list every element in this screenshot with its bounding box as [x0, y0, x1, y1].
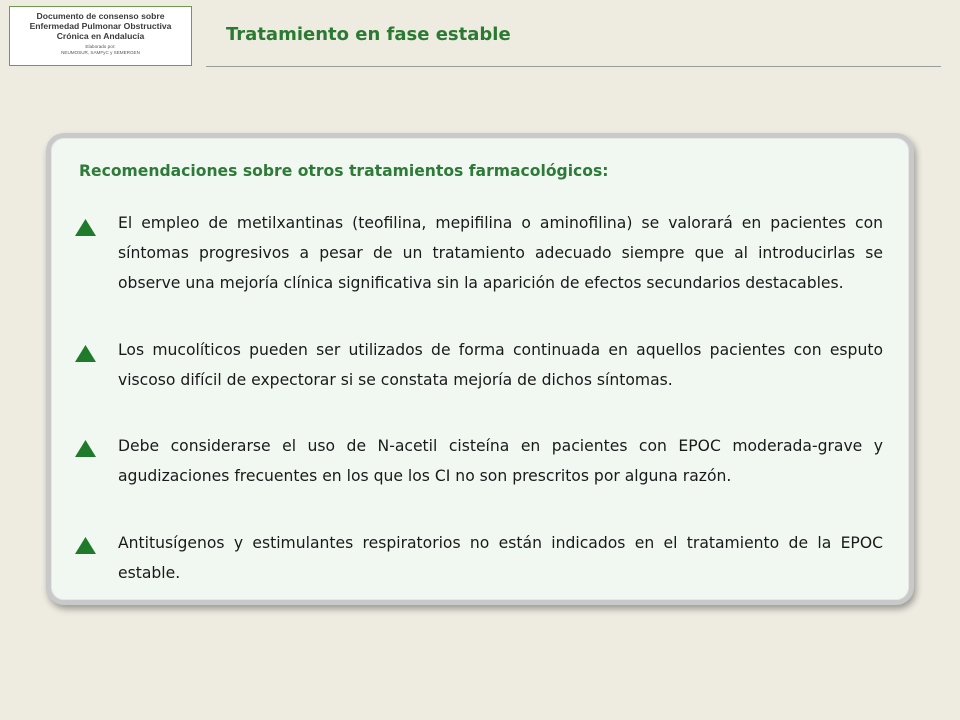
recommendation-item-n-acetylcysteine: Debe considerarse el uso de N-acetil cisteína en pacientes con EPOC moderada-grave y agudizaciones frecuentes en los que los CI no son prescritos por alguna razón. [118, 437, 883, 485]
page-title: Tratamiento en fase estable [226, 24, 511, 45]
consensus-document-logo [9, 6, 192, 66]
triangle-up-icon [75, 537, 96, 554]
recommendation-item-mucolytics: Los mucolíticos pueden ser utilizados de forma continuada en aquellos pacientes con esputo viscoso difícil de expectorar si se constata mejoría de dichos síntomas. [118, 341, 883, 389]
triangle-up-icon [75, 345, 96, 362]
recommendations-heading: Recomendaciones sobre otros tratamientos farmacológicos: [79, 162, 609, 180]
logo-authors: NEUMOSUR, SAMFyC y SEMERGEN [61, 49, 140, 55]
recommendation-item-antitussives: Antitusígenos y estimulantes respiratorios no están indicados en el tratamiento de la EPOC estable. [118, 534, 883, 582]
triangle-up-icon [75, 440, 96, 457]
logo-title-line-3: Crónica en Andalucía [56, 31, 145, 41]
recommendation-item-methylxanthines: El empleo de metilxantinas (teofilina, mepifilina o aminofilina) se valorará en pacientes con síntomas progresivos a pesar de un tratamiento adecuado siempre que al introducirlas se observe una mejoría clínica significativa sin la aparición de efectos secundarios destacables. [118, 214, 883, 292]
logo-title-line-2: Enfermedad Pulmonar Obstructiva [29, 21, 172, 31]
triangle-up-icon [75, 219, 96, 236]
title-divider [206, 66, 941, 67]
logo-title-line-1: Documento de consenso sobre [36, 11, 165, 21]
logo-authored-by: Elaborado por: [85, 44, 116, 49]
